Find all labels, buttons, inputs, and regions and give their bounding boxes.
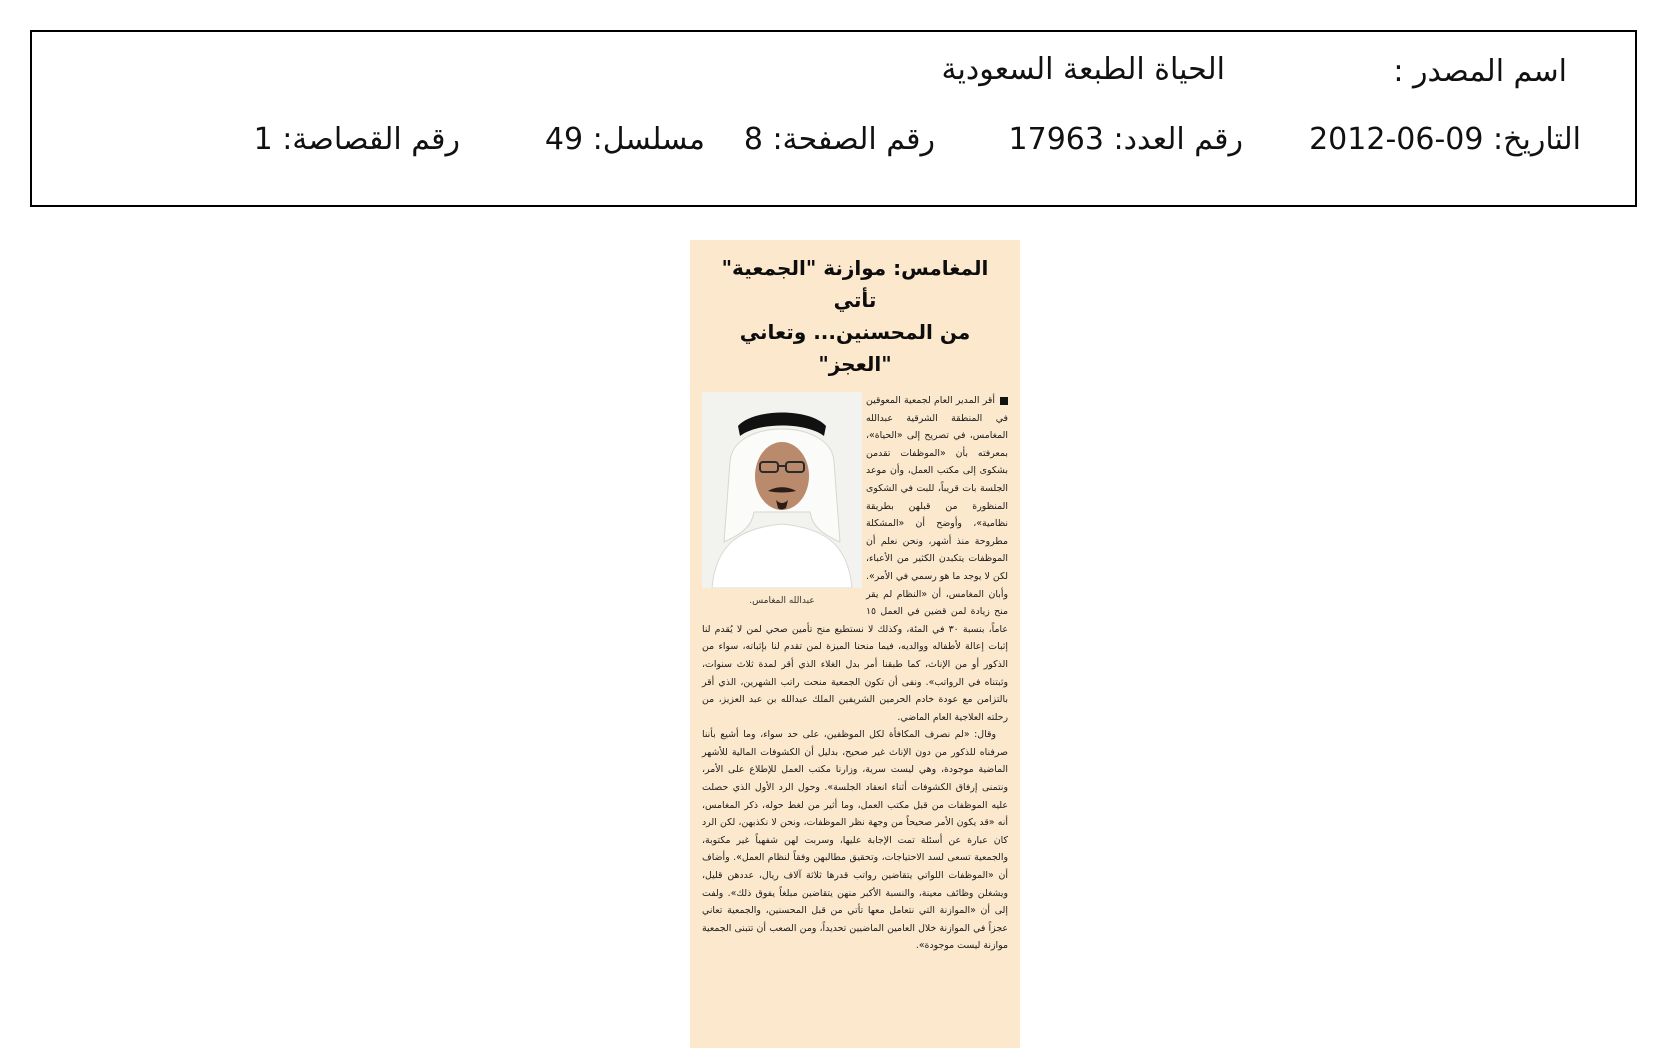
date-field: التاريخ: 09-06-2012 [1309, 122, 1581, 157]
source-value: الحياة الطبعة السعودية [941, 52, 1225, 87]
serial-number-field: مسلسل: 49 [544, 122, 705, 157]
issue-number-field: رقم العدد: 17963 [1008, 122, 1243, 157]
newspaper-clipping [690, 240, 1020, 1048]
photo-caption: عبدالله المغامس. [749, 596, 815, 606]
page-number-field: رقم الصفحة: 8 [743, 122, 935, 157]
paragraph-1-text: أقر المدير العام لجمعية المعوقين في المنطقة الشرقية عبدالله المغامس، في تصريح إلى «الحياة»، بمعرفته بأن «الموظفات تقدمن بشكوى إلى مكتب العمل، وأن موعد الجلسة بات قريباً، للبت في الشكوى المنظورة من قبلهن بطريقة نظامية»، وأوضح أن «المشكلة مطروحة منذ أشهر، ونحن نعلم أن الموظفات يتكبدن الكثير من الأعباء، لكن لا يوجد ما هو رسمي في الأمر». وأبان المغامس، أن «النظام لم يقر منح زيادة لمن قضين في العمل ١٥ عاماً، بنسبة ٣٠ في المئة، وكذلك لا نستطيع منح تأمين صحي لمن لا يُقدم لنا إثبات إعالة لأطفاله ووالديه، فيما منحنا الميزة لمن تقدم لنا بإثباته، سواء من الذكور أو من الإناث، كما طبقنا أمر بدل الغلاء الذي أقر لمدة ثلاث سنوات، وثبتناه في الرواتب». ونفى أن تكون الجمعية منحت راتب الشهرين، الذي أقر بالتزامن مع عودة خادم الحرمين الشريفين الملك عبدالله بن عبد العزيز، من رحلته العلاجية العام الماضي. [702, 395, 1008, 723]
source-info-box [30, 30, 1637, 207]
headline-line-1: المغامس: موازنة "الجمعية" تأتي [721, 256, 989, 312]
article-photo-block [702, 392, 862, 610]
bullet-icon [1000, 397, 1008, 405]
headline-line-2: من المحسنين... وتعاني "العجز" [739, 320, 971, 376]
article-paragraph-2: وقال: «لم نصرف المكافأة لكل الموظفين، على حد سواء، وما أشيع بأننا صرفناه للذكور من دون الإناث غير صحيح، بدليل أن الكشوفات المالية للأشهر الماضية موجودة، وهي ليست سرية، وزارنا مكتب العمل للإطلاع على الأمر، ونتمنى إرفاق الكشوفات أثناء انعقاد الجلسة». وحول الرد الأول الذي حصلت عليه الموظفات من قبل مكتب العمل، وما أثير من لغط حوله، ذكر المغامس، أنه «قد يكون الأمر صحيحاً من وجهة نظر الموظفات، ونحن لا نكذبهن، لكن الرد كان عبارة عن أسئلة تمت الإجابة عليها، وسربت لهن شفهياً غير مكتوبة، والجمعية تسعى لسد الاحتياجات، وتحقيق مطالبهن وفقاً لنظام العمل». وأضاف أن «الموظفات اللواتي يتقاضين رواتب قدرها ثلاثة آلاف ريال، عددهن قليل، ويشغلن وظائف معينة، والنسبة الأكبر منهن يتقاضين مبلغاً يفوق ذلك». ولفت إلى أن «الموازنة التي نتعامل معها تأتي من قبل المحسنين، والجمعية تعاني عجزاً في الموازنة خلال العامين الماضيين تحديداً، ومن الصعب أن تتبنى الجمعية موازنة ليست موجودة». [702, 729, 1008, 952]
article-headline [702, 252, 1008, 380]
clip-number-field: رقم القصاصة: 1 [253, 122, 460, 157]
source-label: اسم المصدر : [1393, 54, 1567, 89]
portrait-photo [702, 392, 862, 588]
